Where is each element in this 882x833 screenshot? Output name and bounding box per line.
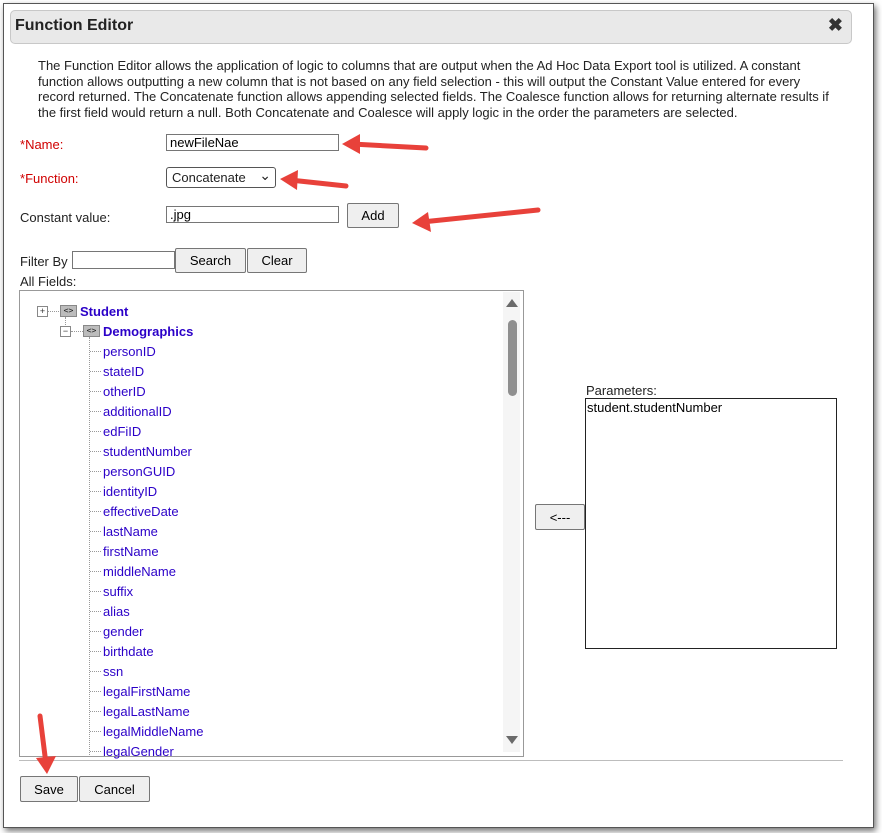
function-select-value: Concatenate (172, 170, 246, 185)
tree-line (90, 591, 101, 592)
scroll-thumb[interactable] (508, 320, 517, 396)
tree-line (90, 691, 101, 692)
constant-value-label: Constant value: (20, 210, 111, 225)
tree-field-item[interactable]: stateID (103, 364, 145, 379)
dialog-title: Function Editor (15, 17, 134, 34)
tree-line (90, 431, 101, 432)
tree-field-item[interactable]: personID (103, 344, 156, 359)
tree-field-item[interactable]: legalFirstName (103, 684, 191, 699)
name-label: *Name: (20, 137, 64, 152)
tree-line (90, 531, 101, 532)
tree-line (90, 671, 101, 672)
tree-node-demographics[interactable]: Demographics (103, 324, 194, 339)
tree-line (90, 711, 101, 712)
tree-field-item[interactable]: alias (103, 604, 130, 619)
parameter-item[interactable]: student.studentNumber (587, 400, 723, 415)
tree-line (90, 451, 101, 452)
all-fields-label: All Fields: (20, 274, 77, 289)
tree-field-item[interactable]: gender (103, 624, 144, 639)
chevron-down-icon: ⌄ (259, 167, 271, 183)
tree-field-item[interactable]: studentNumber (103, 444, 192, 459)
tree-field-item[interactable]: additionalID (103, 404, 172, 419)
tree-line (90, 631, 101, 632)
scroll-down-icon[interactable] (506, 736, 518, 744)
tree-line (90, 491, 101, 492)
container-icon: <> (60, 305, 77, 317)
all-fields-tree[interactable] (19, 290, 524, 757)
tree-line (90, 651, 101, 652)
function-label: *Function: (20, 171, 79, 186)
tree-line (90, 571, 101, 572)
tree-field-item[interactable]: personGUID (103, 464, 176, 479)
filter-input[interactable] (72, 251, 175, 269)
tree-field-item[interactable]: effectiveDate (103, 504, 179, 519)
cancel-button[interactable]: Cancel (79, 776, 150, 802)
tree-line (90, 411, 101, 412)
tree-node-student[interactable]: Student (80, 304, 129, 319)
function-select[interactable] (166, 167, 276, 188)
tree-line (90, 511, 101, 512)
dialog-titlebar (10, 10, 852, 44)
tree-line (90, 391, 101, 392)
tree-line (90, 471, 101, 472)
tree-line (71, 331, 83, 332)
tree-field-item[interactable]: suffix (103, 584, 134, 599)
parameters-label: Parameters: (586, 383, 657, 398)
move-parameter-button[interactable]: <--- (535, 504, 585, 530)
scroll-up-icon[interactable] (506, 299, 518, 307)
tree-field-item[interactable]: otherID (103, 384, 146, 399)
close-icon[interactable]: ✖ (827, 15, 843, 35)
search-button[interactable]: Search (175, 248, 246, 273)
tree-line (90, 731, 101, 732)
expand-icon[interactable]: + (37, 306, 48, 317)
container-icon: <> (83, 325, 100, 337)
tree-line (89, 337, 90, 757)
tree-field-item[interactable]: middleName (103, 564, 176, 579)
tree-field-item[interactable]: lastName (103, 524, 158, 539)
tree-field-item[interactable]: legalLastName (103, 704, 190, 719)
tree-field-item[interactable]: firstName (103, 544, 159, 559)
clear-button[interactable]: Clear (247, 248, 307, 273)
tree-line (90, 551, 101, 552)
save-button[interactable]: Save (20, 776, 78, 802)
tree-line (90, 371, 101, 372)
tree-line (90, 611, 101, 612)
tree-field-item[interactable]: legalMiddleName (103, 724, 204, 739)
collapse-icon[interactable]: − (60, 326, 71, 337)
parameters-list[interactable] (585, 398, 837, 649)
tree-line (90, 751, 101, 752)
name-input[interactable] (166, 134, 339, 151)
tree-field-item[interactable]: ssn (103, 664, 124, 679)
tree-field-item[interactable]: birthdate (103, 644, 154, 659)
tree-line (90, 351, 101, 352)
add-button[interactable]: Add (347, 203, 399, 228)
constant-value-input[interactable] (166, 206, 339, 223)
tree-line (47, 311, 59, 312)
dialog-description: The Function Editor allows the application of logic to columns that are output when the Ad Hoc Data Export tool is utilized. A constant function allows outputting a new column that is not based on any field selection - this will output the Constant Value entered for every record returned. The Concatenate function allows appending selected fields. The Coalesce function allows for returning alternate results if the first field would return a null. Both Concatenate and Coalesce will apply logic in the order the parameters are selected. (38, 58, 829, 120)
tree-field-item[interactable]: identityID (103, 484, 158, 499)
tree-field-item[interactable]: edFiID (103, 424, 142, 439)
filter-by-label: Filter By (20, 254, 68, 269)
footer-divider (19, 760, 843, 761)
tree-field-item[interactable]: legalGender (103, 744, 174, 759)
